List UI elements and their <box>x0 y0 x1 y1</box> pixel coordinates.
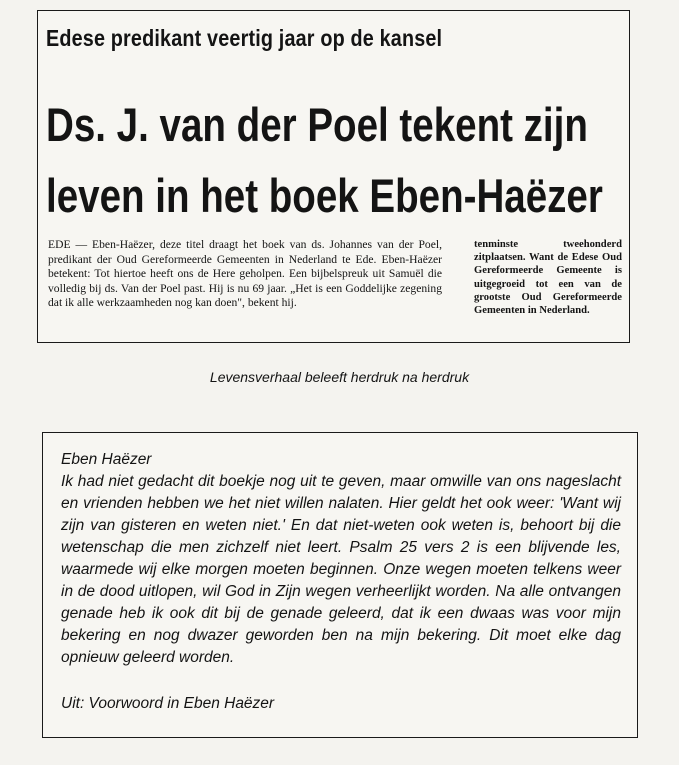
headline-line-1: Ds. J. van der Poel tekent zijn <box>46 98 588 151</box>
article-kicker: Edese predikant veertig jaar op de kansel <box>46 25 443 51</box>
article-headline <box>46 89 620 231</box>
photo-caption: Levensverhaal beleeft herdruk na herdruk <box>209 369 470 385</box>
newspaper-clipping <box>37 10 630 343</box>
article-body-column-2: tenminste tweehonderd zitplaatsen. Want de Edese Oud Gereformeerde Gemeente is uitgegroeid tot een van de grootste Oud Gereformeerde Gemeenten in Nederland. <box>474 239 622 317</box>
quote-source: Uit: Voorwoord in Eben Haëzer <box>61 695 275 712</box>
headline-line-2: leven in het boek Eben-Haëzer <box>46 169 603 222</box>
quote-title: Eben Haëzer <box>61 451 152 468</box>
quote-box <box>42 432 638 738</box>
quote-text: Ik had niet gedacht dit boekje nog uit te geven, maar omwille van ons nageslacht en vrienden hebben we het niet willen nalaten. Hier geldt het ook weer: 'Want wij zijn van gisteren en weten niet.' En dat niet-weten ook weten is, behoort bij die wetenschap die men zichzelf niet leert. Psalm 25 vers 2 is een blijvende les, waarmede wij elke morgen moeten beginnen. Onze wegen moeten telkens weer in de dood uitlopen, wil God in Zijn wegen verheerlijkt worden. Na alle ontvangen genade heb ik ook dit bij de genade geleerd, dat ik een dwaas was voor mijn bekering en nog dwazer geworden ben na mijn bekering. Dit moet elke dag opnieuw geleerd worden. <box>61 473 621 666</box>
article-body-column-1: EDE — Eben-Haëzer, deze titel draagt het boek van ds. Johannes van der Poel, predikant der Oud Gereformeerde Gemeenten in Nederland te Ede. Eben-Haëzer betekent: Tot hiertoe heeft ons de Here geholpen. Een bijbelspreuk uit Samuël die volledig bij ds. Van der Poel past. Hij is nu 69 jaar. „Het is een Goddelijke zegening dat ik alle werkzaamheden nog kan doen", bekent hij. <box>48 238 442 310</box>
